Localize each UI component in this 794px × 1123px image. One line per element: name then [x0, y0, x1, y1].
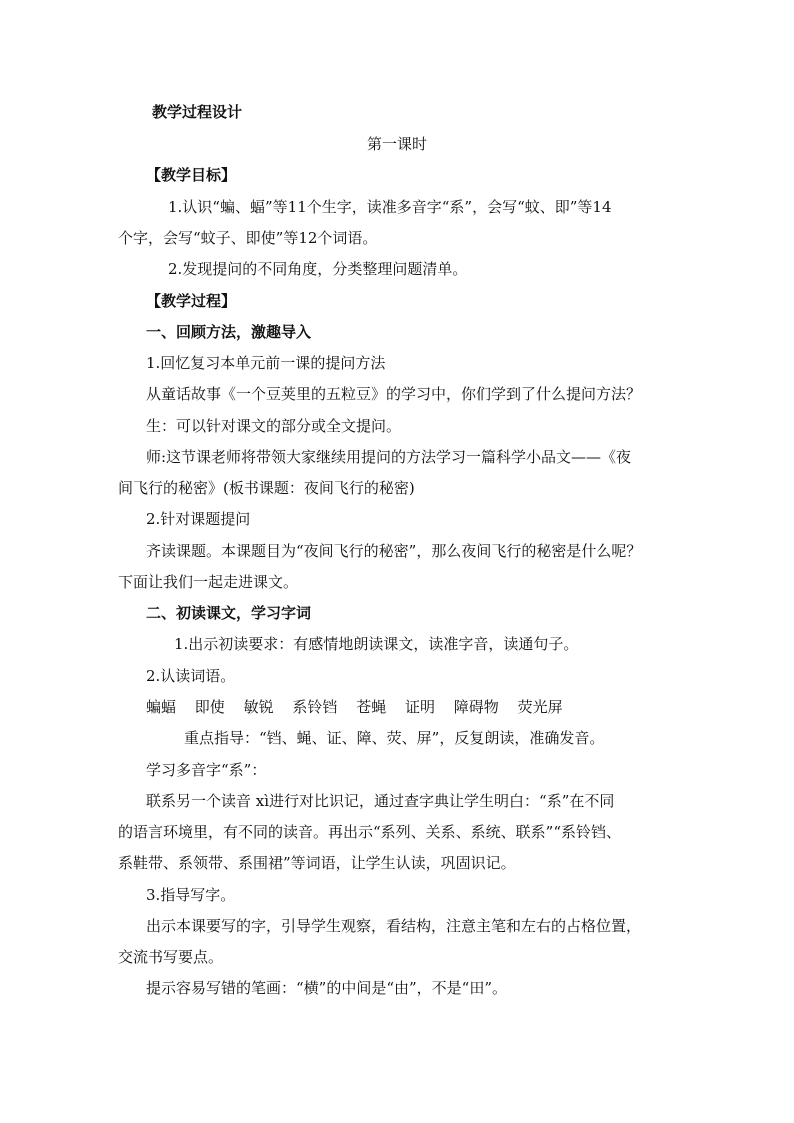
section-2-paragraph-4-line-1: 出示本课要写的字，引导学生观察，看结构，注意主笔和左右的占格位置， [146, 917, 642, 935]
vocab-word: 苍蝇 [356, 698, 387, 716]
section-1-paragraph-4-line-2: 下面让我们一起走进课文。 [118, 573, 299, 591]
goal-2: 2.发现提问的不同角度，分类整理问题清单。 [168, 260, 468, 278]
vocab-word: 证明 [404, 698, 435, 716]
section-2-paragraph-4-line-2: 交流书写要点。 [118, 948, 224, 966]
section-2-paragraph-5: 提示容易写错的笔画：“横”的中间是“由”，不是“田”。 [146, 979, 508, 997]
section-1-item-1: 1.回忆复习本单元前一课的提问方法 [146, 354, 386, 372]
section-1-paragraph-4-line-1: 齐读课题。本课题目为“夜间飞行的秘密”，那么夜间飞行的秘密是什么呢？ [146, 542, 642, 560]
lesson-label: 第一课时 [366, 135, 427, 153]
section-2-item-3: 3.指导写字。 [146, 886, 236, 904]
section-2-paragraph-3-line-3: 系鞋带、系领带、系围裙”等词语，让学生认读，巩固识记。 [118, 854, 516, 872]
section-2-item-2: 2.认读词语。 [146, 667, 236, 685]
section-2-paragraph-2: 学习多音字“系”： [146, 761, 267, 779]
section-2-paragraph-3-line-1: 联系另一个读音 xì进行对比识记，通过查字典让学生明白：“系”在不同 [146, 792, 615, 810]
vocab-word: 蝙蝠 [146, 698, 177, 716]
vocab-word: 敏锐 [243, 698, 274, 716]
process-heading: 【教学过程】 [146, 292, 237, 310]
section-1-paragraph-3-line-2: 间飞行的秘密》(板书课题：夜间飞行的秘密) [118, 479, 415, 497]
section-2-heading: 二、初读课文，学习字词 [146, 604, 312, 622]
section-1-paragraph-1: 从童话故事《一个豆荚里的五粒豆》的学习中，你们学到了什么提问方法？ [146, 385, 642, 403]
goal-1-line-1: 1.认识“蝙、蝠”等11个生字，读准多音字“系”，会写“蚊、即”等14 [168, 198, 612, 216]
vocab-word: 荧光屏 [517, 698, 563, 716]
vocab-word: 系铃铛 [292, 698, 338, 716]
section-2-paragraph-1: 重点指导：“铛、蝇、证、障、荧、屏”，反复朗读，准确发音。 [184, 729, 605, 747]
doc-title: 教学过程设计 [152, 103, 243, 121]
section-2-paragraph-3-line-2: 的语言环境里，有不同的读音。再出示“系列、关系、系统、联系”“系铃铛、 [118, 823, 622, 841]
section-1-heading: 一、回顾方法，激趣导入 [146, 323, 312, 341]
section-1-paragraph-3-line-1: 师:这节课老师将带领大家继续用提问的方法学习一篇科学小品文——《夜 [146, 448, 632, 466]
vocab-word: 障碍物 [453, 698, 499, 716]
section-1-item-2: 2.针对课题提问 [146, 510, 251, 528]
goals-heading: 【教学目标】 [146, 166, 237, 184]
goal-1-line-2: 个字，会写“蚊子、即使”等12个词语。 [118, 229, 378, 247]
vocab-list [146, 697, 577, 717]
vocab-word: 即使 [194, 698, 225, 716]
section-1-paragraph-2: 生：可以针对课文的部分或全文提问。 [146, 417, 402, 435]
section-2-item-1: 1.出示初读要求：有感情地朗读课文，读准字音，读通句子。 [174, 635, 579, 653]
